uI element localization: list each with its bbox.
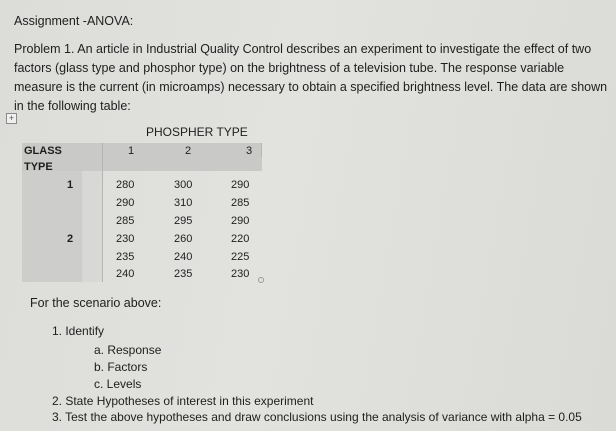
table-cell: 235 (116, 251, 135, 263)
table-cell: 285 (231, 197, 250, 209)
col-header-3: 3 (246, 145, 253, 157)
table-cell: 230 (116, 233, 135, 245)
question-1: 1. Identify (52, 324, 105, 338)
table-cell: 260 (174, 233, 193, 245)
question-2: 2. State Hypotheses of interest in this experiment (52, 394, 314, 408)
glass-header: GLASS (24, 145, 62, 157)
question-3: 3. Test the above hypotheses and draw conclusions using the analysis of variance with alpha = 0.05 (52, 410, 582, 424)
table-cell: 220 (231, 233, 250, 245)
question-1b: b. Factors (94, 360, 148, 374)
glass-label-1: 1 (67, 179, 74, 191)
table-cell: 300 (174, 179, 193, 191)
problem-1-text: Problem 1. An article in Industrial Quality Control describes an experiment to investigate the effect of two factors (glass type and phosphor type) on the brightness of a television tube. The response variable measure is the current (in microamps) necessary to obtain a specified brightness level. The data are shown in the following table: (14, 42, 608, 113)
question-1a: a. Response (94, 343, 162, 357)
table-divider (102, 143, 103, 282)
data-table (22, 143, 262, 282)
table-cell: 290 (231, 179, 250, 191)
table-cell: 240 (174, 251, 193, 263)
question-1c: c. Levels (94, 377, 142, 391)
table-cell: 310 (174, 197, 193, 209)
table-cell: 285 (116, 215, 135, 227)
table-cell: 280 (116, 179, 135, 191)
table-divider (261, 143, 262, 157)
type-header: TYPE (24, 161, 53, 173)
col-header-2: 2 (185, 145, 192, 157)
table-cell: 225 (231, 251, 250, 263)
phosphor-type-header: PHOSPHER TYPE (146, 125, 248, 139)
table-cell: 235 (174, 268, 193, 280)
table-cell: 240 (116, 268, 135, 280)
assignment-title: Assignment -ANOVA: (14, 14, 134, 28)
table-cell: 295 (174, 215, 193, 227)
glass-label-column-shade (82, 171, 102, 282)
table-expand-icon[interactable]: + (6, 113, 17, 124)
table-cell: 290 (231, 215, 250, 227)
glass-label-2: 2 (67, 233, 74, 245)
col-header-1: 1 (128, 145, 135, 157)
scenario-text: For the scenario above: (30, 296, 162, 310)
table-cell: 290 (116, 197, 135, 209)
table-resize-handle-icon (258, 277, 264, 283)
table-cell: 230 (231, 268, 250, 280)
